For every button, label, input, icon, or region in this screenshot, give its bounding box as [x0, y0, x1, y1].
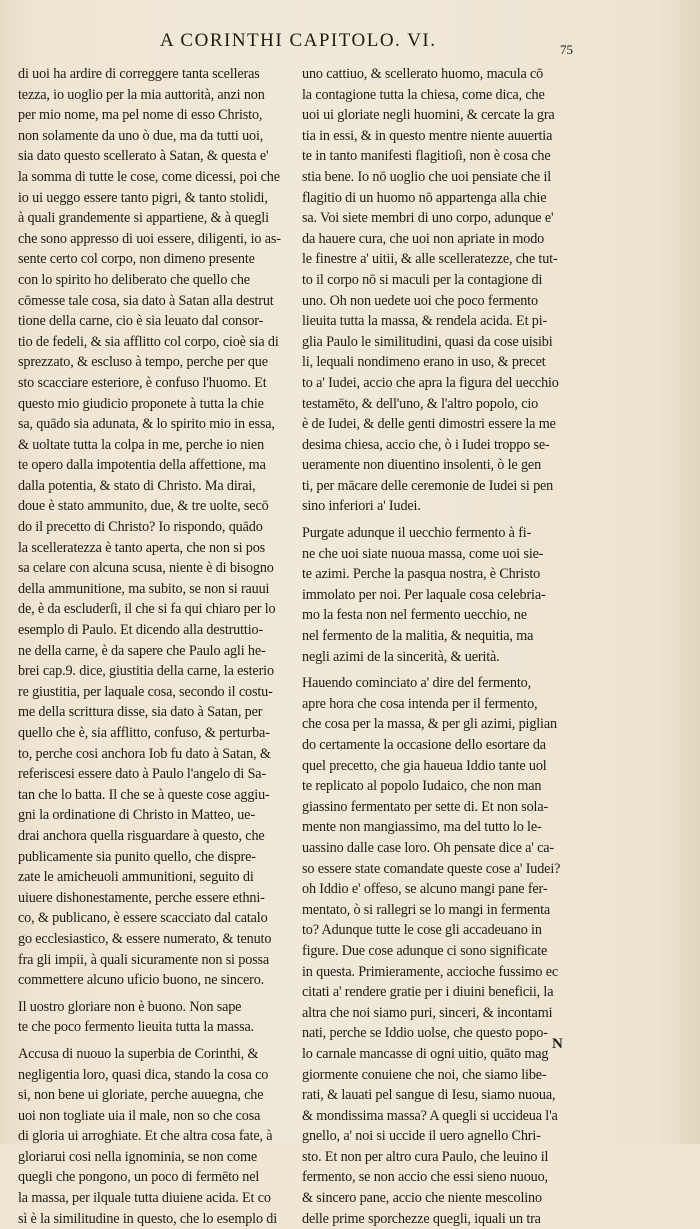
text-line: co, & publicano, è essere scacciato dal catalo — [18, 910, 268, 927]
text-line: sprezzato, & escluso à tempo, perche per que — [18, 354, 268, 371]
text-line: to? Adunque tutte le cose gli accadeuano in — [302, 922, 542, 939]
text-line: è de Iudei, & delle genti dimostri essere la me — [302, 416, 556, 433]
text-line: tia in essi, & in questo mentre niente auuertia — [302, 127, 553, 144]
text-line: altra che noi siamo puri, sinceri, & incontami — [302, 1004, 553, 1021]
text-line: che cosa per la massa, & per gli azimi, piglian — [302, 716, 557, 733]
text-line: sa. Voi siete membri di uno corpo, adunque e' — [302, 210, 554, 227]
text-line: te replicato al popolo Iudaico, che non man — [302, 778, 542, 795]
text-line: flagitio di un huomo nō appartenga alla chie — [302, 189, 547, 206]
text-line: di gloria ui arroghiate. Et che altra cosa fate, à — [18, 1128, 273, 1145]
page-header — [0, 30, 700, 60]
text-line: io ui ueggo essere tanto pigri, & tanto stolidi, — [18, 189, 268, 206]
text-line: drai anchora quella risguardare à questo, che — [18, 827, 265, 844]
text-line: la scelleratezza è tanto aperta, che non si pos — [18, 539, 266, 556]
text-line: & mondissima massa? A quegli si uccideua l'a — [302, 1107, 558, 1124]
text-line: quegli che pongono, un poco di fermēto nel — [18, 1169, 260, 1186]
text-line: Hauendo cominciato a' dire del fermento, — [302, 675, 531, 692]
text-line: rati, & lauati pel sangue di Iesu, siamo nuoua, — [302, 1087, 556, 1104]
text-line: con lo spirito ho deliberato che quello che — [18, 271, 250, 288]
text-line: te azimi. Perche la pasqua nostra, è Christo — [302, 566, 541, 583]
text-line: fermento, se non accio che essi sieno nuouo, — [302, 1169, 548, 1186]
text-line: per mio nome, ma pel nome di esso Christo, — [18, 107, 263, 124]
text-line: glia Paulo le similitudini, quasi da cose uisibi — [302, 333, 553, 350]
text-line: non solamente da uno ò due, ma da tutti uoi, — [18, 127, 264, 144]
text-line: citati a' rendere gratie per i diuini beneficii, la — [302, 984, 554, 1001]
text-line: la contagione tutta la chiesa, come dica, che — [302, 86, 545, 103]
text-line: quel precetto, che gia haueua Iddio tante uol — [302, 757, 547, 774]
paragraph — [302, 523, 598, 667]
text-line: stia bene. Io nō uoglio che uoi pensiate che il — [302, 168, 552, 185]
text-line: apre hora che cosa intenda per il fermento, — [302, 695, 538, 712]
text-line: te in tanto manifesti flagitioſi, non è cosa che — [302, 148, 551, 165]
text-line: la massa, per ilquale tutta diuiene acida. Et co — [18, 1190, 271, 1207]
text-line: to il corpo nō si maculi per la contagione di — [302, 271, 543, 288]
text-line: sto scacciare esteriore, è confuso l'huomo. Et — [18, 374, 267, 391]
text-line: do certamente la occasione dello esortare da — [302, 737, 546, 753]
text-line: me della scrittura disse, sia dato à Satan, per — [18, 704, 263, 721]
text-line: negligentia loro, quasi dica, stando la cosa co — [18, 1066, 269, 1083]
text-line: uno cattiuo, & scellerato huomo, macula cō — [302, 66, 544, 82]
text-line: della ammunitione, ma subito, se non si rauui — [18, 580, 270, 597]
text-line: tan che lo batta. Il che se à queste cose aggiu- — [18, 786, 270, 803]
text-line: gnello, a' noi si uccide il uero agnello Chri- — [302, 1128, 541, 1145]
text-line: lo carnale mancasse di ogni uitio, quāto mag — [302, 1045, 549, 1062]
text-line: desima chiesa, accio che, ò i Iudei troppo se- — [302, 436, 550, 453]
text-line: questo mio giudicio proponete à tutta la chie — [18, 395, 264, 412]
text-line: sa celare con alcuna scusa, niente è di bisogno — [18, 560, 274, 577]
text-line: & sincero pane, accio che niente mescolino — [302, 1190, 542, 1207]
page-number: 75 — [560, 42, 573, 57]
text-line: lieuita tutta la massa, & rendela acida. Et pi- — [302, 313, 548, 330]
paragraph — [18, 1044, 314, 1229]
text-line: Purgate adunque il uecchio fermento à fi- — [302, 525, 532, 542]
running-head: A CORINTHI CAPITOLO. VI. — [160, 30, 437, 51]
text-line: giormente conuiene che noi, che siamo libe- — [302, 1066, 547, 1083]
text-line: le finestre a' uitii, & alle scelleratezze, che tut- — [302, 251, 558, 268]
text-line: te opero dalla impotentia della affettione, ma — [18, 457, 266, 474]
text-line: ueramente non diuentino insolenti, ò le gen — [302, 457, 542, 474]
text-line: ne che uoi siate nuoua massa, come uoi sie- — [302, 545, 544, 562]
text-line: commettere alcuno uficio buono, ne sincero. — [18, 972, 265, 989]
text-line: nati, perche se Iddio uolse, che questo popo- — [302, 1025, 548, 1042]
text-line: delle prime sporchezze quegli, iquali un tra — [302, 1210, 541, 1227]
text-line: di uoi ha ardire di correggere tanta scelleras — [18, 66, 260, 82]
text-line: li, lequali nondimeno erano in uso, & precet — [302, 354, 546, 371]
text-line: giassino fermentato per sette di. Et non sola- — [302, 798, 549, 815]
text-line: gloriarui cosi nella ignominia, se non come — [18, 1148, 258, 1165]
text-line: fra gli impii, à quali sicuramente non si possa — [18, 951, 270, 968]
text-line: doue è stato ammunito, due, & tre uolte, secō — [18, 498, 269, 515]
text-line: referiscesi essere dato à Paulo l'angelo di Sa- — [18, 766, 267, 783]
text-line: ne della carne, è da sapere che Paulo agli he- — [18, 642, 266, 659]
text-line: tezza, io uoglio per la mia auttorità, anzi non — [18, 86, 265, 103]
text-line: to a' Iudei, accio che apra la figura del uecchio — [302, 374, 559, 391]
text-line: negli azimi de la sincerità, & uerità. — [302, 648, 500, 665]
text-line: sia dato questo scellerato à Satan, & questa e' — [18, 148, 269, 165]
left-column — [18, 64, 314, 1229]
text-line: gni la ordinatione di Christo in Matteo, ue- — [18, 807, 255, 824]
text-line: si, non bene ui gloriate, perche auuegna, che — [18, 1087, 264, 1104]
text-line: cōmesse tale cosa, sia dato à Satan alla destrut — [18, 292, 274, 309]
text-line: sto. Et non per altro cura Paulo, che leuino il — [302, 1148, 549, 1165]
text-line: à quali grandemente si appartiene, & à quegli — [18, 210, 269, 227]
text-line: zate le amicheuoli ammunitioni, seguito di — [18, 869, 254, 886]
text-line: uassino dalle case loro. Oh pensate dice a' ca- — [302, 839, 554, 856]
text-line: tione della carne, cio è sia leuato dal consor- — [18, 313, 264, 330]
text-line: do il precetto di Christo? Io rispondo, quādo — [18, 519, 263, 536]
text-line: re giustitia, per laquale cosa, secondo il costu- — [18, 683, 273, 700]
text-line: mo la festa non nel fermento uecchio, ne — [302, 607, 527, 624]
text-line: quello che è, sia afflitto, confuso, & perturba- — [18, 725, 270, 741]
text-line: sa, quādo sia adunata, & lo spirito mio in essa, — [18, 416, 275, 433]
text-line: ti, per mācare delle ceremonie de Iudei si pen — [302, 477, 554, 494]
text-line: mente non mangiassimo, ma del tutto lo le- — [302, 819, 542, 836]
text-line: uoi non togliate uia il male, non so che cosa — [18, 1107, 261, 1124]
text-line: brei cap.9. dice, giustitia della carne, la esterio — [18, 663, 274, 680]
paragraph — [18, 997, 314, 1038]
text-line: mentato, ò si rallegri se lo mangi in fermenta — [302, 901, 551, 918]
text-line: la somma di tutte le cose, come dicessi, poi che — [18, 168, 280, 185]
text-line: da hauere cura, che uoi non apriate in modo — [302, 230, 545, 247]
text-line: sino inferiori a' Iudei. — [302, 498, 421, 515]
text-line: uno. Oh non uedete uoi che poco fermento — [302, 292, 538, 309]
text-line: in questa. Primieramente, accioche fussimo ec — [302, 963, 559, 980]
text-line: uiuere dishonestamente, perche essere ethni- — [18, 889, 265, 906]
text-line: che sono appresso di uoi essere, diligenti, io as- — [18, 230, 281, 247]
text-line: so essere state comandate queste cose a' Iudei? — [302, 860, 561, 877]
text-line: go ecclesiastico, & essere numerato, & tenuto — [18, 930, 272, 947]
text-line: testamēto, & dell'uno, & l'altro popolo, cio — [302, 395, 539, 412]
text-line: te che poco fermento lieuita tutta la massa. — [18, 1019, 255, 1036]
text-line: & uoltate tutta la colpa in me, perche io nien — [18, 436, 265, 453]
right-column — [302, 64, 598, 1229]
paragraph — [302, 673, 598, 1229]
text-line: sente certo col corpo, non dimeno presente — [18, 251, 255, 268]
text-line: Accusa di nuouo la superbia de Corinthi, & — [18, 1045, 259, 1062]
text-line: Il uostro gloriare non è buono. Non sape — [18, 998, 242, 1015]
text-line: esemplo di Paulo. Et dicendo alla destruttio- — [18, 622, 264, 639]
text-line: nel fermento de la malitia, & nequitia, ma — [302, 628, 534, 645]
paragraph — [302, 64, 598, 517]
text-line: to, perche cosi anchora Iob fu dato à Satan, & — [18, 745, 271, 762]
text-line: oh Iddio e' offeso, se alcuno mangi pane fer- — [302, 881, 548, 898]
text-line: figure. Due cose adunque ci sono significate — [302, 942, 548, 959]
text-line: uoi ui gloriate negli huomini, & cercate la gra — [302, 107, 555, 124]
catchword: N — [552, 1036, 563, 1052]
paragraph — [18, 64, 314, 991]
text-line: sì è la similitudine in questo, che lo esemplo di — [18, 1210, 278, 1227]
text-line: publicamente sia punito quello, che dispre- — [18, 848, 256, 865]
text-line: tio de fedeli, & sia afflitto col corpo, cioè sia di — [18, 333, 279, 350]
text-line: de, è da escluderſi, il che si fa qui chiaro per lo — [18, 601, 276, 618]
text-line: immolato per noi. Per laquale cosa celebria- — [302, 586, 546, 603]
text-line: dalla potentia, & stato di Christo. Ma dirai, — [18, 477, 256, 494]
